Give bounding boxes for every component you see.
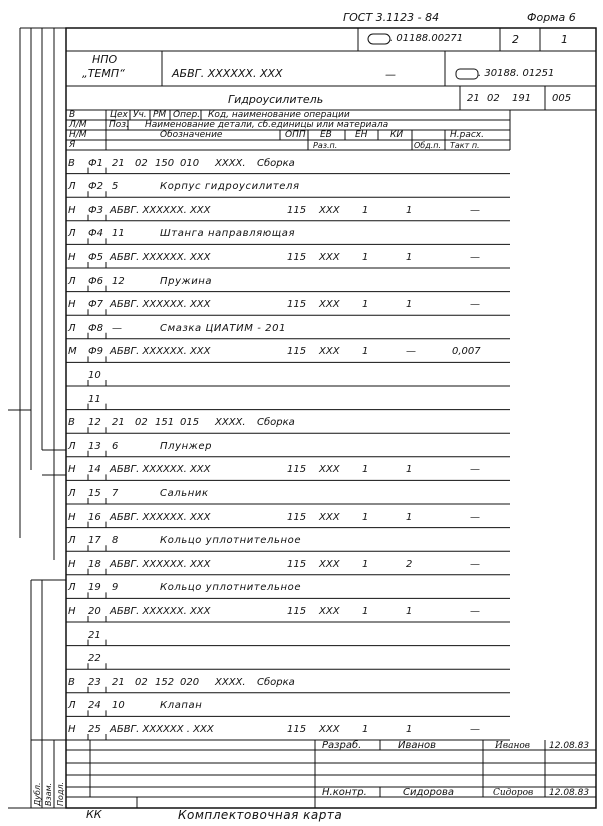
row-number: Ф6 <box>88 275 103 287</box>
row-number: 25 <box>88 724 101 735</box>
row-rate: — <box>470 299 480 311</box>
row-section: 02 <box>135 157 148 169</box>
col-workplace: РМ <box>153 110 167 120</box>
row-number: Ф4 <box>88 228 103 240</box>
row-item-name: Кольцо уплотнительное <box>160 535 302 547</box>
row-number: 15 <box>88 488 101 499</box>
form-label: Форма 6 <box>527 11 576 24</box>
row-opp: 115 <box>287 464 307 476</box>
row-opp: 115 <box>287 606 307 617</box>
row-operation: 010 <box>180 157 200 169</box>
row-number: Ф3 <box>88 204 103 216</box>
row-rate: 0,007 <box>452 346 481 358</box>
col-prefix-d: Я <box>69 140 76 150</box>
row-rate: — <box>470 204 480 216</box>
row-opp: 115 <box>287 346 307 358</box>
row-position: 8 <box>112 535 119 547</box>
row-op-name: Сборка <box>257 157 295 169</box>
standard-label: ГОСТ 3.1123 - 84 <box>343 11 440 24</box>
row-qty: 1 <box>362 724 369 735</box>
row-unit: XXX <box>319 724 340 735</box>
col-designation: Обозначение <box>160 130 223 140</box>
side-label-duplicate: Дубл. <box>33 782 42 806</box>
row-number: 10 <box>88 370 101 381</box>
org-name-2: „ТЕМП“ <box>82 67 125 80</box>
product-code-4: 005 <box>552 93 572 104</box>
row-number: 12 <box>88 417 101 429</box>
row-workplace: 151 <box>155 417 175 429</box>
row-type: Л <box>68 322 76 334</box>
row-type: Н <box>68 299 76 311</box>
row-designation: АБВГ. XXXXXX. XXX <box>110 252 211 263</box>
row-number: 19 <box>88 582 101 594</box>
row-rate: — <box>470 252 480 263</box>
row-number: Ф5 <box>88 252 103 263</box>
row-number: 14 <box>88 464 101 476</box>
row-number: 13 <box>88 440 101 452</box>
sheet-number: 1 <box>561 33 568 46</box>
row-operation: 020 <box>180 676 200 688</box>
row-type: Л <box>68 535 76 547</box>
approval-date-normcontrol: 12.08.83 <box>549 788 590 798</box>
row-qty: 1 <box>362 346 369 358</box>
row-ki: — <box>406 346 416 358</box>
row-unit: XXX <box>319 558 340 570</box>
row-designation: АБВГ. XXXXXX. XXX <box>110 511 211 523</box>
row-position: 12 <box>112 275 125 287</box>
col-position: Поз. <box>109 120 129 130</box>
row-type: М <box>68 346 77 358</box>
row-designation: АБВГ. XXXXXX. XXX <box>110 606 211 617</box>
row-number: Ф8 <box>88 322 103 334</box>
row-opp: 115 <box>287 204 307 216</box>
row-qty: 1 <box>362 558 369 570</box>
row-item-name: Смазка ЦИАТИМ - 201 <box>160 322 287 334</box>
row-position: 11 <box>112 228 125 240</box>
row-qty: 1 <box>362 252 369 263</box>
row-type: Л <box>68 228 76 240</box>
row-rate: — <box>470 464 480 476</box>
row-op-code: XXXX. <box>215 157 246 169</box>
col-ki: КИ <box>390 130 404 140</box>
col-shop: Цех <box>110 110 128 120</box>
row-designation: АБВГ. XXXXXX. XXX <box>110 204 211 216</box>
row-number: Ф9 <box>88 346 103 358</box>
row-designation: АБВГ. XXXXXX. XXX <box>110 346 211 358</box>
row-rate: — <box>470 606 480 617</box>
row-ki: 1 <box>406 511 413 523</box>
row-number: 23 <box>88 676 101 688</box>
col-prefix-a: В <box>69 110 76 120</box>
approval-name-developer: Иванов <box>398 740 437 751</box>
row-item-name: Корпус гидроусилителя <box>160 181 300 193</box>
col-size: Раз.п. <box>313 141 338 150</box>
row-number: 20 <box>88 606 101 617</box>
header-dash: — <box>385 68 396 81</box>
row-position: 9 <box>112 582 119 594</box>
row-section: 02 <box>135 417 148 429</box>
row-workplace: 152 <box>155 676 175 688</box>
row-position: 7 <box>112 488 119 499</box>
col-operation-name: Код, наименование операции <box>208 110 350 120</box>
product-code-2: 02 <box>487 93 500 104</box>
row-unit: XXX <box>319 252 340 263</box>
row-type: Л <box>68 275 76 287</box>
row-opp: 115 <box>287 299 307 311</box>
row-type: В <box>68 417 75 429</box>
row-type: Н <box>68 558 76 570</box>
row-position: — <box>112 322 122 334</box>
approval-signature-developer: Иванов <box>495 741 531 751</box>
doc-designation: АБВГ. XXXXXX. XXX <box>172 67 283 80</box>
row-opp: 115 <box>287 252 307 263</box>
row-number: Ф7 <box>88 299 103 311</box>
row-opp: 115 <box>287 724 307 735</box>
row-section: 02 <box>135 676 148 688</box>
row-unit: XXX <box>319 346 340 358</box>
row-type: Н <box>68 204 76 216</box>
row-opp: 115 <box>287 511 307 523</box>
approval-role-developer: Разраб. <box>322 740 362 751</box>
row-unit: XXX <box>319 606 340 617</box>
col-takt: Такт п. <box>450 141 480 150</box>
row-unit: XXX <box>319 464 340 476</box>
col-prefix-c: Н/М <box>69 130 87 140</box>
row-type: Н <box>68 252 76 263</box>
row-item-name: Штанга направляющая <box>160 228 296 240</box>
col-prefix-b: Л/М <box>69 120 87 130</box>
approval-signature-normcontrol: Сидоров <box>493 788 534 798</box>
row-ki: 1 <box>406 606 413 617</box>
col-part-name: Наименование детали, сб.единицы или материала <box>145 120 389 130</box>
col-ev: ЕВ <box>320 130 332 140</box>
approval-date-developer: 12.08.83 <box>549 741 590 751</box>
row-ki: 2 <box>406 558 413 570</box>
doc-code-right: . 30188. 01251 <box>478 68 555 79</box>
row-number: 18 <box>88 558 101 570</box>
row-type: Л <box>68 700 76 712</box>
row-position: 6 <box>112 440 119 452</box>
approval-role-normcontrol: Н.контр. <box>322 787 367 798</box>
row-qty: 1 <box>362 204 369 216</box>
row-number: Ф2 <box>88 181 103 193</box>
row-item-name: Пружина <box>160 275 213 287</box>
row-type: Н <box>68 606 76 617</box>
row-op-name: Сборка <box>257 417 295 429</box>
row-number: 17 <box>88 535 101 547</box>
row-rate: — <box>470 724 480 735</box>
row-qty: 1 <box>362 464 369 476</box>
row-shop: 21 <box>112 417 125 429</box>
row-type: Л <box>68 488 76 499</box>
row-op-code: XXXX. <box>215 417 246 429</box>
row-type: Л <box>68 181 76 193</box>
row-number: 16 <box>88 511 101 523</box>
row-type: Н <box>68 724 76 735</box>
row-ki: 1 <box>406 252 413 263</box>
row-rate: — <box>470 511 480 523</box>
row-qty: 1 <box>362 511 369 523</box>
row-workplace: 150 <box>155 157 175 169</box>
row-position: 5 <box>112 181 119 193</box>
row-shop: 21 <box>112 157 125 169</box>
row-ki: 1 <box>406 299 413 311</box>
row-unit: XXX <box>319 299 340 311</box>
col-batch: Обд.п. <box>414 141 442 150</box>
sheets-total: 2 <box>512 33 519 46</box>
row-item-name: Клапан <box>160 700 203 712</box>
row-type: В <box>68 157 75 169</box>
doc-code-top: . 01188.00271 <box>390 33 464 44</box>
row-type: Н <box>68 511 76 523</box>
row-item-name: Кольцо уплотнительное <box>160 582 302 594</box>
side-label-original: Подл. <box>56 781 65 806</box>
product-code-3: 191 <box>512 93 532 104</box>
row-op-name: Сборка <box>257 676 295 688</box>
footer-title: Комплектовочная карта <box>178 808 343 822</box>
row-designation: АБВГ. XXXXXX. XXX <box>110 558 211 570</box>
row-ki: 1 <box>406 464 413 476</box>
col-section: Уч. <box>133 110 147 120</box>
col-en: ЕН <box>355 130 368 140</box>
product-name: Гидроусилитель <box>228 93 324 106</box>
approval-name-normcontrol: Сидорова <box>403 787 455 798</box>
row-unit: XXX <box>319 511 340 523</box>
footer-code: КК <box>86 808 102 821</box>
col-rate: Н.расх. <box>450 130 484 140</box>
row-designation: АБВГ. XXXXXX. XXX <box>110 464 211 476</box>
row-number: 11 <box>88 393 101 405</box>
row-qty: 1 <box>362 606 369 617</box>
row-opp: 115 <box>287 558 307 570</box>
col-opp: ОПП <box>285 130 306 140</box>
row-shop: 21 <box>112 676 125 688</box>
row-type: В <box>68 676 75 688</box>
row-op-code: XXXX. <box>215 676 246 688</box>
row-operation: 015 <box>180 417 200 429</box>
row-number: 22 <box>88 653 101 665</box>
row-item-name: Плунжер <box>160 440 213 452</box>
row-number: 24 <box>88 700 101 712</box>
row-ki: 1 <box>406 204 413 216</box>
product-code-1: 21 <box>467 93 480 104</box>
side-label-replacement: Взам. <box>44 782 53 806</box>
row-number: 21 <box>88 629 101 641</box>
row-type: Л <box>68 440 76 452</box>
org-name: НПО <box>92 53 118 66</box>
row-rate: — <box>470 558 480 570</box>
row-qty: 1 <box>362 299 369 311</box>
row-number: Ф1 <box>88 157 103 169</box>
row-type: Л <box>68 582 76 594</box>
row-position: 10 <box>112 700 125 712</box>
row-type: Н <box>68 464 76 476</box>
col-operation: Опер. <box>173 110 201 120</box>
row-designation: АБВГ. XXXXXX . XXX <box>110 724 214 735</box>
row-unit: XXX <box>319 204 340 216</box>
row-designation: АБВГ. XXXXXX. XXX <box>110 299 211 311</box>
row-item-name: Сальник <box>160 488 209 499</box>
row-ki: 1 <box>406 724 413 735</box>
